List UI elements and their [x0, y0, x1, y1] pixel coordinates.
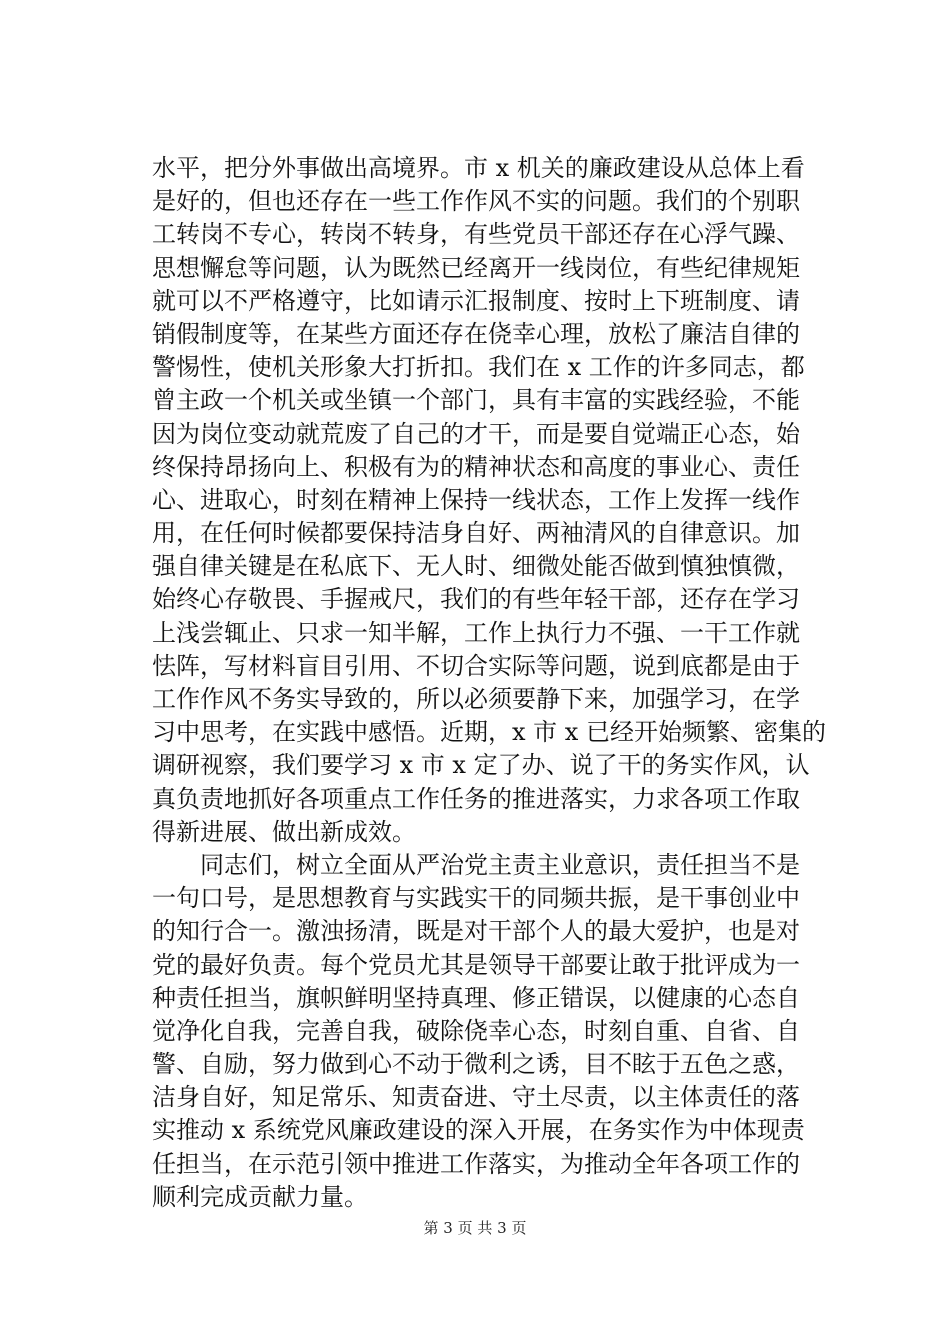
text-line: 因为岗位变动就荒废了自己的才干，而是要自觉端正心态，始: [152, 419, 800, 448]
text-line: 真负责地抓好各项重点工作任务的推进落实，力求各项工作取: [152, 784, 800, 813]
text-line: 的知行合一。激浊扬清，既是对干部个人的最大爱护，也是对: [152, 917, 800, 946]
text-line: 种责任担当，旗帜鲜明坚持真理、修正错误，以健康的心态自: [152, 983, 800, 1012]
paragraph-1: [152, 152, 832, 849]
text-line: 得新进展、做出新成效。: [152, 817, 416, 846]
text-line: 调研视察，我们要学习 x 市 x 定了办、说了干的务实作风，认: [152, 751, 810, 780]
text-line: 任担当，在示范引领中推进工作落实，为推动全年各项工作的: [152, 1149, 800, 1178]
page-footer: 第 3 页 共 3 页: [423, 1219, 527, 1237]
text-line: 上浅尝辄止、只求一知半解，工作上执行力不强、一干工作就: [152, 618, 800, 647]
text-line: 销假制度等，在某些方面还存在侥幸心理，放松了廉洁自律的: [152, 319, 800, 348]
text-line: 顺利完成贡献力量。: [152, 1182, 368, 1211]
text-line: 警惕性，使机关形象大打折扣。我们在 x 工作的许多同志，都: [152, 353, 805, 382]
text-line: 是好的，但也还存在一些工作作风不实的问题。我们的个别职: [152, 187, 800, 216]
text-line: 工作作风不务实导致的，所以必须要静下来，加强学习，在学: [152, 685, 800, 713]
text-line: 曾主政一个机关或坐镇一个部门，具有丰富的实践经验，不能: [152, 386, 800, 415]
text-line: 一句口号，是思想教育与实践实干的同频共振，是干事创业中: [152, 884, 800, 913]
paragraph-2: [152, 849, 832, 1214]
text-line: 思想懈怠等问题，认为既然已经离开一线岗位，有些纪律规矩: [152, 253, 800, 282]
text-line: 始终心存敬畏、手握戒尺，我们的有些年轻干部，还存在学习: [152, 585, 800, 614]
text-line: 用，在任何时候都要保持洁身自好、两袖清风的自律意识。加: [152, 519, 800, 548]
text-line: 心、进取心，时刻在精神上保持一线状态，工作上发挥一线作: [152, 485, 800, 514]
text-line: 怯阵，写材料盲目引用、不切合实际等问题，说到底都是由于: [152, 651, 800, 680]
text-line: 强自律关键是在私底下、无人时、细微处能否做到慎独慎微，: [152, 552, 800, 581]
text-line: 党的最好负责。每个党员尤其是领导干部要让敢于批评成为一: [152, 950, 800, 979]
body-text: [152, 152, 832, 1214]
text-line: 同志们，树立全面从严治党主责主业意识，责任担当不是: [152, 850, 800, 879]
text-line: 习中思考，在实践中感悟。近期，x 市 x 已经开始频繁、密集的: [152, 718, 826, 747]
text-line: 终保持昂扬向上、积极有为的精神状态和高度的事业心、责任: [152, 452, 800, 481]
text-line: 觉净化自我，完善自我，破除侥幸心态，时刻自重、自省、自: [152, 1016, 800, 1045]
text-line: 水平，把分外事做出高境界。市 x 机关的廉政建设从总体上看: [152, 154, 805, 182]
text-line: 洁身自好，知足常乐、知责奋进、守土尽责，以主体责任的落: [152, 1083, 800, 1112]
text-line: 工转岗不专心，转岗不转身，有些党员干部还存在心浮气躁、: [152, 220, 800, 249]
text-line: 就可以不严格遵守，比如请示汇报制度、按时上下班制度、请: [152, 286, 800, 315]
text-line: 警、自励，努力做到心不动于微利之诱，目不眩于五色之惑，: [152, 1050, 800, 1079]
text-line: 实推动 x 系统党风廉政建设的深入开展，在务实作为中体现责: [152, 1116, 805, 1145]
